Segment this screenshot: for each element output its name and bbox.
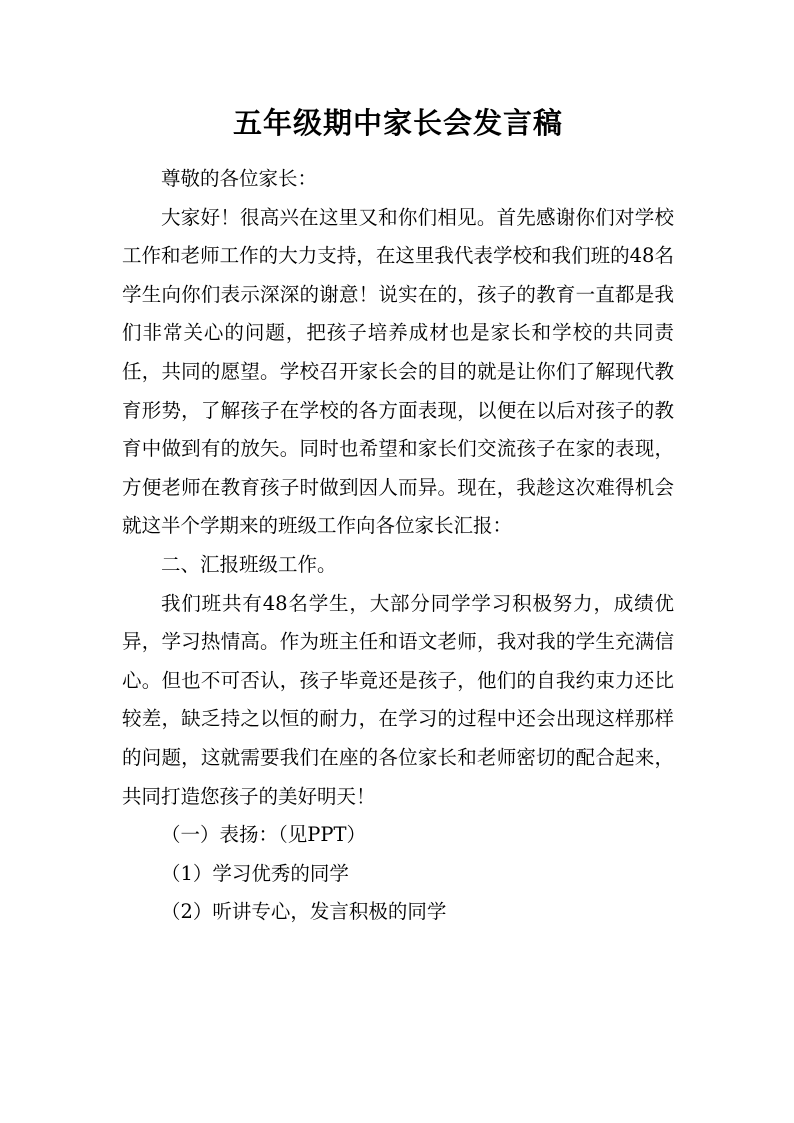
paragraph-greeting: 大家好！很高兴在这里又和你们相见。首先感谢你们对学校工作和老师工作的大力支持，在这里我代表学校和我们班的48名学生向你们表示深深的谢意！说实在的，孩子的教育一直都是我们非常关心的问题，把孩子培养成材也是家长和学校的共同责任，共同的愿望。学校召开家长会的目的就是让你们了解现代教育形势，了解孩子在学校的各方面表现，以便在以后对孩子的教育中做到有的放矢。同时也希望和家长们交流孩子在家的表现，方便老师在教育孩子时做到因人而异。现在，我趁这次难得机会就这半个学期来的班级工作向各位家长汇报： [122,205,674,538]
list-item: （1）学习优秀的同学 [161,861,349,885]
list-item: （2）听讲专心，发言积极的同学 [161,900,447,924]
salutation: 尊敬的各位家长： [161,167,318,190]
document-page [122,96,674,932]
document-title: 五年级期中家长会发言稿 [232,106,563,140]
subheading-praise: （一）表扬：（见PPT） [161,823,366,847]
section-heading: 二、汇报班级工作。 [161,552,337,576]
paragraph-class-report: 我们班共有48名学生，大部分同学学习积极努力，成绩优异，学习热情高。作为班主任和语文老师，我对我的学生充满信心。但也不可否认，孩子毕竟还是孩子，他们的自我约束力还比较差，缺乏持之以恒的耐力，在学习的过程中还会出现这样那样的问题，这就需要我们在座的各位家长和老师密切的配合起来，共同打造您孩子的美好明天！ [122,591,674,808]
